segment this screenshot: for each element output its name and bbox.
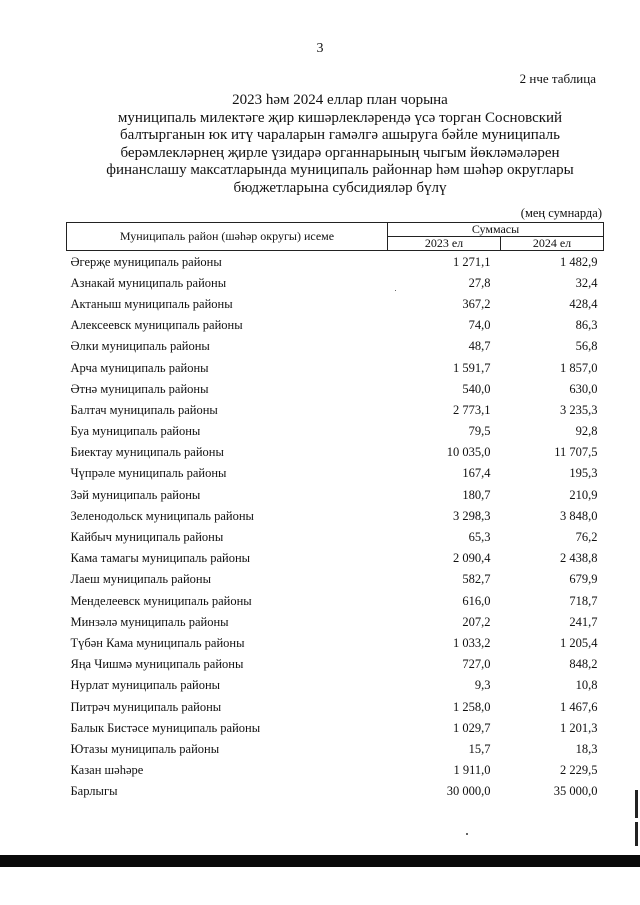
table-row (67, 293, 604, 314)
row-name: Арча муниципаль районы (70, 360, 209, 375)
row-name: Түбән Кама муниципаль районы (70, 635, 245, 650)
table-row (67, 611, 604, 632)
row-name: Барлыгы (70, 784, 118, 799)
title-line: берәмлекләрнең җирле үзидарә органнарының чыгым йөкләмәләрен (120, 144, 560, 161)
row-name: Яңа Чишмә муниципаль районы (70, 657, 244, 672)
row-name: Зеленодольск муниципаль районы (70, 508, 254, 523)
row-name: Буа муниципаль районы (70, 424, 201, 439)
row-value-2023: 74,0 (468, 318, 491, 333)
table-label: 2 нче таблица (519, 71, 596, 86)
row-value-2023: 27,8 (468, 275, 491, 290)
title-line: финанслашу максатларында муниципаль районнар һәм шәһәр округлары (106, 162, 574, 178)
table-row (67, 463, 604, 484)
row-name: Балык Бистәсе муниципаль районы (70, 720, 261, 735)
row-value-2024: 35 000,0 (553, 784, 598, 799)
header-sum: Суммасы (388, 223, 604, 237)
table-row (67, 675, 604, 696)
table-row (67, 505, 604, 526)
row-value-2023: 180,7 (462, 487, 491, 502)
table-row (67, 738, 604, 759)
row-value-2023: 1 258,0 (453, 699, 491, 714)
title-line: бюджетларына субсидияләр бүлү (233, 179, 447, 196)
header-2024: 2024 ел (501, 237, 604, 251)
row-value-2024: 210,9 (569, 487, 598, 502)
table-row (67, 251, 604, 273)
row-value-2024: 1 205,4 (560, 635, 598, 650)
table-row (67, 336, 604, 357)
row-name: Зәй муниципаль районы (70, 487, 201, 502)
row-value-2023: 167,4 (462, 466, 491, 481)
header-2023: 2023 ел (388, 237, 501, 251)
table-row (67, 632, 604, 653)
table-row (67, 526, 604, 547)
title-line: 2023 һәм 2024 еллар план чорына (232, 92, 448, 108)
row-value-2024: 195,3 (569, 466, 598, 481)
row-name: Минзәлә муниципаль районы (70, 614, 229, 629)
document-title (70, 92, 610, 197)
row-value-2024: 241,7 (569, 614, 598, 629)
row-value-2024: 92,8 (575, 424, 598, 439)
row-value-2024: 32,4 (575, 275, 598, 290)
scan-edge-mark (635, 822, 638, 846)
table-body (67, 251, 604, 802)
page-number: 3 (316, 41, 324, 56)
units-note: (мең сумнарда) (520, 206, 602, 220)
row-name: Питрәч муниципаль районы (70, 699, 222, 714)
table-row (67, 442, 604, 463)
row-value-2024: 3 848,0 (560, 508, 598, 523)
title-line: балтырганын юк итү чараларын гамәлгә ашыруга бәйле муниципаль (120, 127, 560, 143)
table-row (67, 548, 604, 569)
row-name: Ютазы муниципаль районы (70, 741, 220, 756)
row-value-2024: 56,8 (575, 339, 598, 354)
row-value-2023: 616,0 (462, 593, 491, 608)
row-value-2024: 1 482,9 (560, 254, 598, 269)
row-value-2023: 2 090,4 (453, 551, 491, 566)
row-name: Менделеевск муниципаль районы (70, 593, 252, 608)
table-row (67, 399, 604, 420)
row-value-2023: 9,3 (474, 678, 491, 693)
table-row (67, 357, 604, 378)
row-value-2024: 848,2 (569, 657, 598, 672)
row-value-2024: 679,9 (569, 572, 598, 587)
table-row (67, 484, 604, 505)
row-name: Биектау муниципаль районы (70, 445, 224, 460)
row-value-2023: 207,2 (462, 614, 491, 629)
row-name: Әлки муниципаль районы (70, 339, 210, 354)
row-value-2023: 727,0 (462, 657, 491, 672)
row-name: Чүпрәле муниципаль районы (70, 466, 227, 481)
row-value-2024: 10,8 (575, 678, 598, 693)
row-value-2024: 2 229,5 (560, 763, 598, 778)
row-value-2023: 10 035,0 (446, 445, 491, 460)
row-value-2023: 367,2 (462, 296, 491, 311)
table-row (67, 272, 604, 293)
scan-edge-mark (635, 790, 638, 818)
row-value-2023: 540,0 (462, 381, 491, 396)
table-row (67, 654, 604, 675)
row-value-2023: 65,3 (468, 530, 491, 545)
scan-speck (395, 290, 396, 291)
scan-speck (466, 833, 468, 835)
scan-border-bar (0, 855, 640, 867)
table-row (67, 421, 604, 442)
row-value-2023: 48,7 (468, 339, 491, 354)
row-value-2023: 2 773,1 (453, 402, 491, 417)
table-row (67, 315, 604, 336)
row-value-2023: 3 298,3 (453, 508, 491, 523)
row-value-2023: 1 029,7 (453, 720, 491, 735)
row-value-2024: 718,7 (569, 593, 598, 608)
row-name: Әгерҗе муниципаль районы (70, 254, 222, 269)
row-value-2023: 1 591,7 (453, 360, 491, 375)
row-name: Балтач муниципаль районы (70, 402, 218, 417)
row-value-2024: 630,0 (569, 381, 598, 396)
row-value-2024: 1 467,6 (560, 699, 598, 714)
row-name: Кайбыч муниципаль районы (70, 530, 224, 545)
table-row (67, 760, 604, 781)
row-value-2023: 30 000,0 (446, 784, 491, 799)
row-value-2023: 1 271,1 (453, 254, 491, 269)
row-name: Әтнә муниципаль районы (70, 381, 209, 396)
table-row (67, 378, 604, 399)
subsidy-table (66, 222, 604, 802)
row-value-2024: 18,3 (575, 741, 598, 756)
row-value-2024: 1 201,3 (560, 720, 598, 735)
header-name: Муниципаль район (шәһәр округы) исеме (67, 223, 388, 251)
row-value-2024: 3 235,3 (560, 402, 598, 417)
table-row (67, 696, 604, 717)
row-name: Лаеш муниципаль районы (70, 572, 211, 587)
row-name: Алексеевск муниципаль районы (70, 318, 243, 333)
title-line: муниципаль милектәге җир кишәрлекләрендә үсә торган Сосновский (117, 109, 563, 126)
row-name: Азнакай муниципаль районы (70, 275, 227, 290)
row-value-2024: 1 857,0 (560, 360, 598, 375)
table-row (67, 717, 604, 738)
row-value-2024: 11 707,5 (554, 445, 598, 460)
row-name: Нурлат муниципаль районы (70, 678, 221, 693)
row-value-2023: 1 033,2 (453, 635, 491, 650)
table-row (67, 569, 604, 590)
table-row (67, 781, 604, 802)
row-value-2023: 79,5 (468, 424, 491, 439)
row-name: Кама тамагы муниципаль районы (70, 551, 251, 566)
row-value-2024: 428,4 (569, 296, 598, 311)
table-row (67, 590, 604, 611)
row-value-2023: 582,7 (462, 572, 491, 587)
row-value-2024: 86,3 (575, 318, 598, 333)
row-name: Актаныш муниципаль районы (70, 296, 233, 311)
row-value-2024: 2 438,8 (560, 551, 598, 566)
row-value-2023: 1 911,0 (453, 763, 491, 778)
row-value-2023: 15,7 (468, 741, 491, 756)
row-name: Казан шәһәре (70, 763, 144, 778)
row-value-2024: 76,2 (575, 530, 598, 545)
